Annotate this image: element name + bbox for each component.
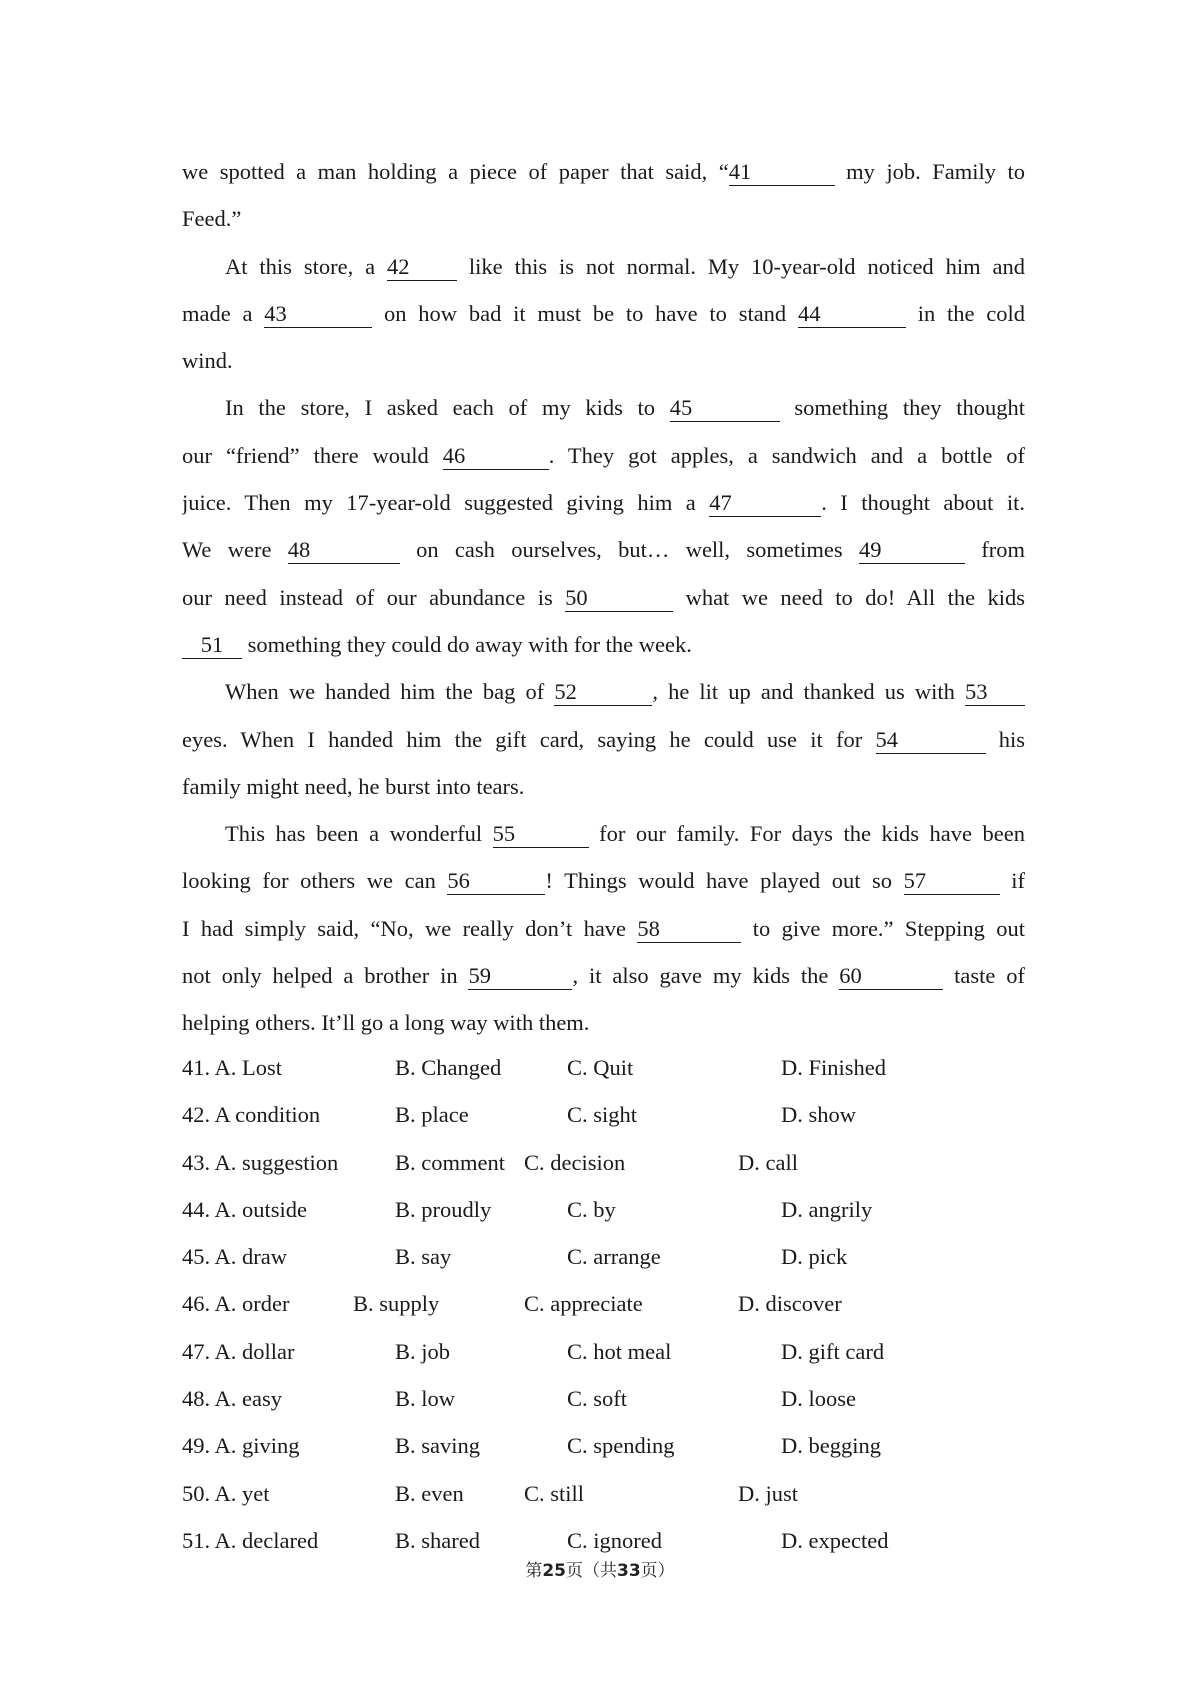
blank-57: 57 — [904, 868, 1000, 895]
passage-text: our need instead of our abundance is — [182, 584, 566, 610]
option-row-46 — [182, 1280, 1025, 1327]
option-a: 51. A. declared — [182, 1527, 319, 1553]
blank-53: 53 — [965, 679, 1025, 706]
option-row-43 — [182, 1139, 1025, 1186]
passage-line — [182, 857, 1025, 904]
option-d: D. angrily — [781, 1196, 873, 1222]
passage-line — [182, 148, 1025, 195]
option-c: C. arrange — [567, 1244, 661, 1270]
blank-44: 44 — [798, 301, 906, 328]
option-c: C. soft — [567, 1386, 628, 1412]
passage-text: for our family. For days the kids have been — [588, 821, 1025, 847]
option-d: D. pick — [781, 1244, 848, 1270]
option-b: B. shared — [395, 1527, 480, 1553]
blank-46: 46 — [443, 443, 549, 470]
blank-55: 55 — [493, 821, 589, 848]
passage-text: wind. — [182, 348, 233, 374]
option-c: C. by — [567, 1196, 616, 1222]
page-footer — [0, 1556, 1200, 1581]
option-row-49 — [182, 1422, 1025, 1469]
passage-text: . I thought about it. — [821, 490, 1025, 516]
option-c: C. appreciate — [524, 1291, 643, 1317]
blank-60: 60 — [839, 963, 943, 990]
passage-line — [182, 526, 1025, 573]
option-c: C. decision — [524, 1149, 626, 1175]
option-row-44 — [182, 1186, 1025, 1233]
footer-prefix: 第 — [525, 1561, 543, 1581]
passage-text: like this is not normal. My 10-year-old noticed him and — [457, 253, 1025, 279]
option-a: 48. A. easy — [182, 1386, 282, 1412]
blank-41: 41 — [729, 159, 835, 186]
passage-line — [182, 763, 1025, 810]
passage-text: from — [964, 537, 1025, 563]
option-d: D. gift card — [781, 1338, 885, 1364]
option-c: C. still — [524, 1480, 585, 1506]
passage-text: Feed.” — [182, 206, 242, 232]
option-d: D. expected — [781, 1527, 889, 1553]
option-b: B. say — [395, 1244, 452, 1270]
option-a: 42. A condition — [182, 1102, 321, 1128]
option-row-45 — [182, 1233, 1025, 1280]
blank-47: 47 — [709, 490, 821, 517]
blank-58: 58 — [637, 916, 741, 943]
passage-text: we spotted a man holding a piece of paper that said, “ — [182, 159, 729, 184]
option-b: B. low — [395, 1386, 456, 1412]
option-d: D. show — [781, 1102, 857, 1128]
passage-text: to give more.” Stepping out — [741, 915, 1025, 941]
option-a: 50. A. yet — [182, 1480, 270, 1506]
option-row-47 — [182, 1328, 1025, 1375]
passage-line — [182, 432, 1025, 479]
option-a: 45. A. draw — [182, 1244, 287, 1270]
footer-suffix: 页） — [640, 1561, 675, 1581]
blank-51: 51 — [182, 632, 242, 659]
option-c: C. sight — [567, 1102, 638, 1128]
option-a: 44. A. outside — [182, 1196, 308, 1222]
option-b: B. proudly — [395, 1196, 492, 1222]
option-a: 49. A. giving — [182, 1433, 300, 1459]
option-b: B. comment — [395, 1149, 505, 1175]
option-b: B. saving — [395, 1433, 481, 1459]
passage-text: We were — [182, 537, 288, 563]
passage-text: In the store, I asked each of my kids to — [225, 395, 670, 421]
option-row-50 — [182, 1470, 1025, 1517]
page-number: 25 — [542, 1561, 566, 1581]
passage-line — [182, 195, 1025, 242]
blank-52: 52 — [554, 679, 652, 706]
option-a: 46. A. order — [182, 1291, 290, 1317]
passage-text: ! Things would have played out so — [545, 868, 904, 894]
passage-line — [182, 243, 1025, 290]
passage-text: This has been a wonderful — [225, 821, 493, 847]
passage-text: my job. Family to — [834, 159, 1025, 184]
option-b: B. supply — [353, 1291, 440, 1317]
passage-line — [182, 905, 1025, 952]
option-d: D. begging — [781, 1433, 881, 1459]
passage-line — [182, 716, 1025, 763]
option-a: 47. A. dollar — [182, 1338, 295, 1364]
blank-42: 42 — [387, 254, 457, 281]
passage-line — [182, 999, 1025, 1046]
passage-text: something they thought — [779, 395, 1025, 421]
passage-text: on how bad it must be to have to stand — [372, 300, 798, 326]
passage-text: family might need, he burst into tears. — [182, 773, 525, 799]
passage-text: his — [985, 726, 1025, 752]
passage-text: something they could do away with for the week. — [242, 631, 692, 657]
passage-text: When we handed him the bag of — [225, 679, 555, 705]
answer-options — [182, 1044, 1025, 1564]
passage-line — [182, 621, 1025, 668]
passage-text: our “friend” there would — [182, 442, 443, 468]
option-b: B. even — [395, 1480, 464, 1506]
footer-middle: 页（共 — [566, 1561, 617, 1581]
passage-text: , it also gave my kids the — [572, 963, 840, 989]
passage-line — [182, 290, 1025, 337]
passage-text: what we need to do! All the kids — [673, 584, 1025, 610]
blank-45: 45 — [670, 395, 780, 422]
passage-text: looking for others we can — [182, 868, 448, 894]
option-row-42 — [182, 1091, 1025, 1138]
option-row-48 — [182, 1375, 1025, 1422]
option-c: C. spending — [567, 1433, 675, 1459]
passage-text: helping others. It’ll go a long way with them. — [182, 1010, 590, 1036]
blank-56: 56 — [447, 868, 545, 895]
passage-text: , he lit up and thanked us with — [652, 679, 965, 705]
passage-text: on cash ourselves, but… well, sometimes — [399, 537, 859, 563]
option-a: 43. A. suggestion — [182, 1149, 339, 1175]
blank-49: 49 — [859, 537, 965, 564]
page-total: 33 — [617, 1561, 641, 1581]
blank-43: 43 — [264, 301, 372, 328]
option-d: D. Finished — [781, 1055, 887, 1080]
blank-48: 48 — [288, 537, 400, 564]
option-b: B. Changed — [395, 1055, 502, 1080]
passage-line — [182, 810, 1025, 857]
passage-line — [182, 479, 1025, 526]
option-d: D. discover — [738, 1291, 842, 1317]
passage-line — [182, 384, 1025, 431]
option-d: D. call — [738, 1149, 798, 1175]
passage-text: not only helped a brother in — [182, 963, 469, 989]
option-row-41 — [182, 1044, 1025, 1091]
passage-text: I had simply said, “No, we really don’t have — [182, 915, 638, 941]
option-c: C. ignored — [567, 1527, 662, 1553]
option-d: D. just — [738, 1480, 799, 1506]
blank-59: 59 — [468, 963, 572, 990]
option-c: C. Quit — [567, 1055, 634, 1080]
option-b: B. place — [395, 1102, 469, 1128]
option-c: C. hot meal — [567, 1338, 672, 1364]
option-d: D. loose — [781, 1386, 856, 1412]
blank-54: 54 — [876, 727, 986, 754]
passage-text: juice. Then my 17-year-old suggested giving him a — [182, 490, 710, 516]
passage-line — [182, 668, 1025, 715]
passage-text: made a — [182, 300, 265, 326]
blank-50: 50 — [565, 585, 673, 612]
passage-text: in the cold — [905, 300, 1025, 326]
passage-line — [182, 952, 1025, 999]
passage-text: eyes. When I handed him the gift card, saying he could use it for — [182, 726, 876, 752]
cloze-passage — [182, 148, 1025, 1047]
option-a: 41. A. Lost — [182, 1055, 283, 1080]
passage-text: . They got apples, a sandwich and a bottle of — [548, 442, 1025, 468]
passage-text: taste of — [943, 963, 1025, 989]
passage-line — [182, 337, 1025, 384]
passage-line — [182, 574, 1025, 621]
option-b: B. job — [395, 1338, 451, 1364]
passage-text: if — [999, 868, 1025, 894]
passage-text: At this store, a — [225, 253, 388, 279]
